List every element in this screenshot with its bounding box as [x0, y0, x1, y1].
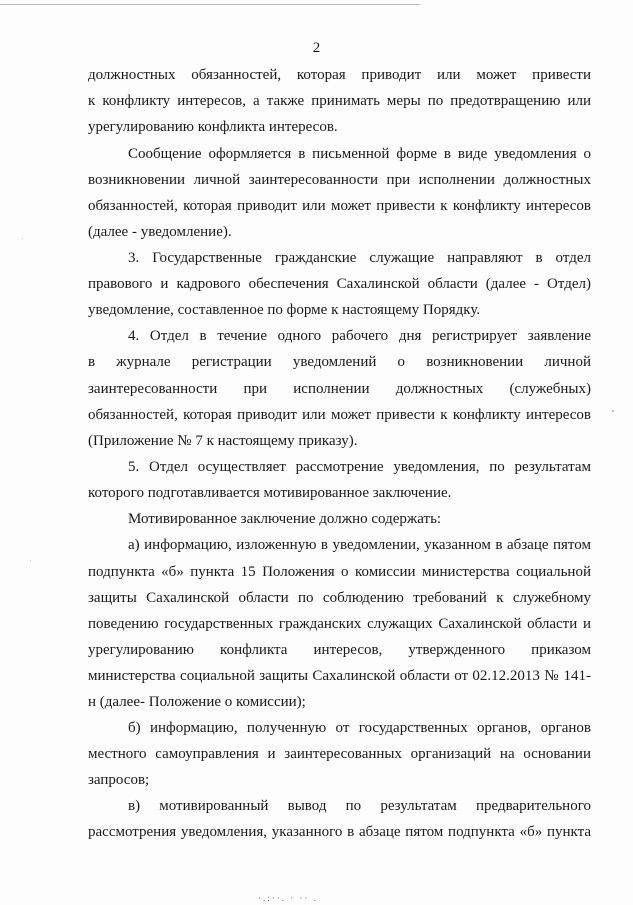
- text-line: запросов;: [88, 772, 150, 788]
- text-line: местного самоуправления и заинтересованных организаций на основании: [88, 746, 591, 762]
- text-line: Сообщение оформляется в письменной форме в виде уведомления о: [128, 146, 591, 162]
- text-line: а) информацию, изложенную в уведомлении, указанном в абзаце пятом: [128, 537, 591, 553]
- text-line: 5. Отдел осуществляет рассмотрение уведомления, по результатам: [128, 459, 591, 475]
- text-line: которого подготавливается мотивированное заключение.: [88, 485, 452, 501]
- text-line: 4. Отдел в течение одного рабочего дня регистрирует заявление: [128, 328, 591, 344]
- text-line: н (далее- Положение о комиссии);: [88, 694, 306, 710]
- text-line: возникновении личной заинтересованности при исполнении должностных: [88, 172, 591, 188]
- text-line: урегулированию конфликта интересов, утвержденного приказом: [88, 642, 591, 658]
- scan-top-edge: [0, 4, 420, 5]
- text-line: уведомление, составленное по форме к настоящему Порядку.: [88, 302, 481, 318]
- page-number: 2: [312, 40, 321, 56]
- text-line: заинтересованности при исполнении должностных (служебных): [88, 381, 591, 397]
- text-line: в журнале регистрации уведомлений о возникновении личной: [88, 354, 591, 370]
- text-line: (далее - уведомление).: [88, 224, 232, 240]
- text-line: подпункта «б» пункта 15 Положения о комиссии министерства социальной: [88, 564, 591, 580]
- scan-bottom-marks: ·.:··. · ·· .: [258, 893, 318, 903]
- scan-speck: [30, 560, 31, 561]
- text-line: министерства социальной защиты Сахалинской области от 02.12.2013 № 141-: [88, 668, 591, 684]
- text-line: к конфликту интересов, а также принимать меры по предотвращению или: [88, 93, 591, 109]
- text-line: обязанностей, которая приводит или может привести к конфликту интересов: [88, 407, 591, 423]
- scan-speck: [612, 410, 614, 412]
- text-line: в) мотивированный вывод по результатам предварительного: [128, 798, 591, 814]
- text-line: урегулированию конфликта интересов.: [88, 119, 338, 135]
- text-line: рассмотрения уведомления, указанного в абзаце пятом подпункта «б» пункта: [88, 824, 591, 840]
- text-line: 3. Государственные гражданские служащие направляют в отдел: [128, 250, 591, 266]
- scan-speck: [22, 238, 23, 239]
- text-line: защиты Сахалинской области по соблюдению требований к служебному: [88, 590, 591, 606]
- text-line: поведению государственных гражданских служащих Сахалинской области и: [88, 616, 591, 632]
- text-line: б) информацию, полученную от государственных органов, органов: [128, 720, 591, 736]
- text-line: Мотивированное заключение должно содержать:: [128, 511, 442, 527]
- text-line: правового и кадрового обеспечения Сахалинской области (далее - Отдел): [88, 276, 591, 292]
- text-line: должностных обязанностей, которая приводит или может привести: [88, 67, 591, 83]
- text-line: обязанностей, которая приводит или может привести к конфликту интересов: [88, 198, 591, 214]
- text-line: (Приложение № 7 к настоящему приказу).: [88, 433, 358, 449]
